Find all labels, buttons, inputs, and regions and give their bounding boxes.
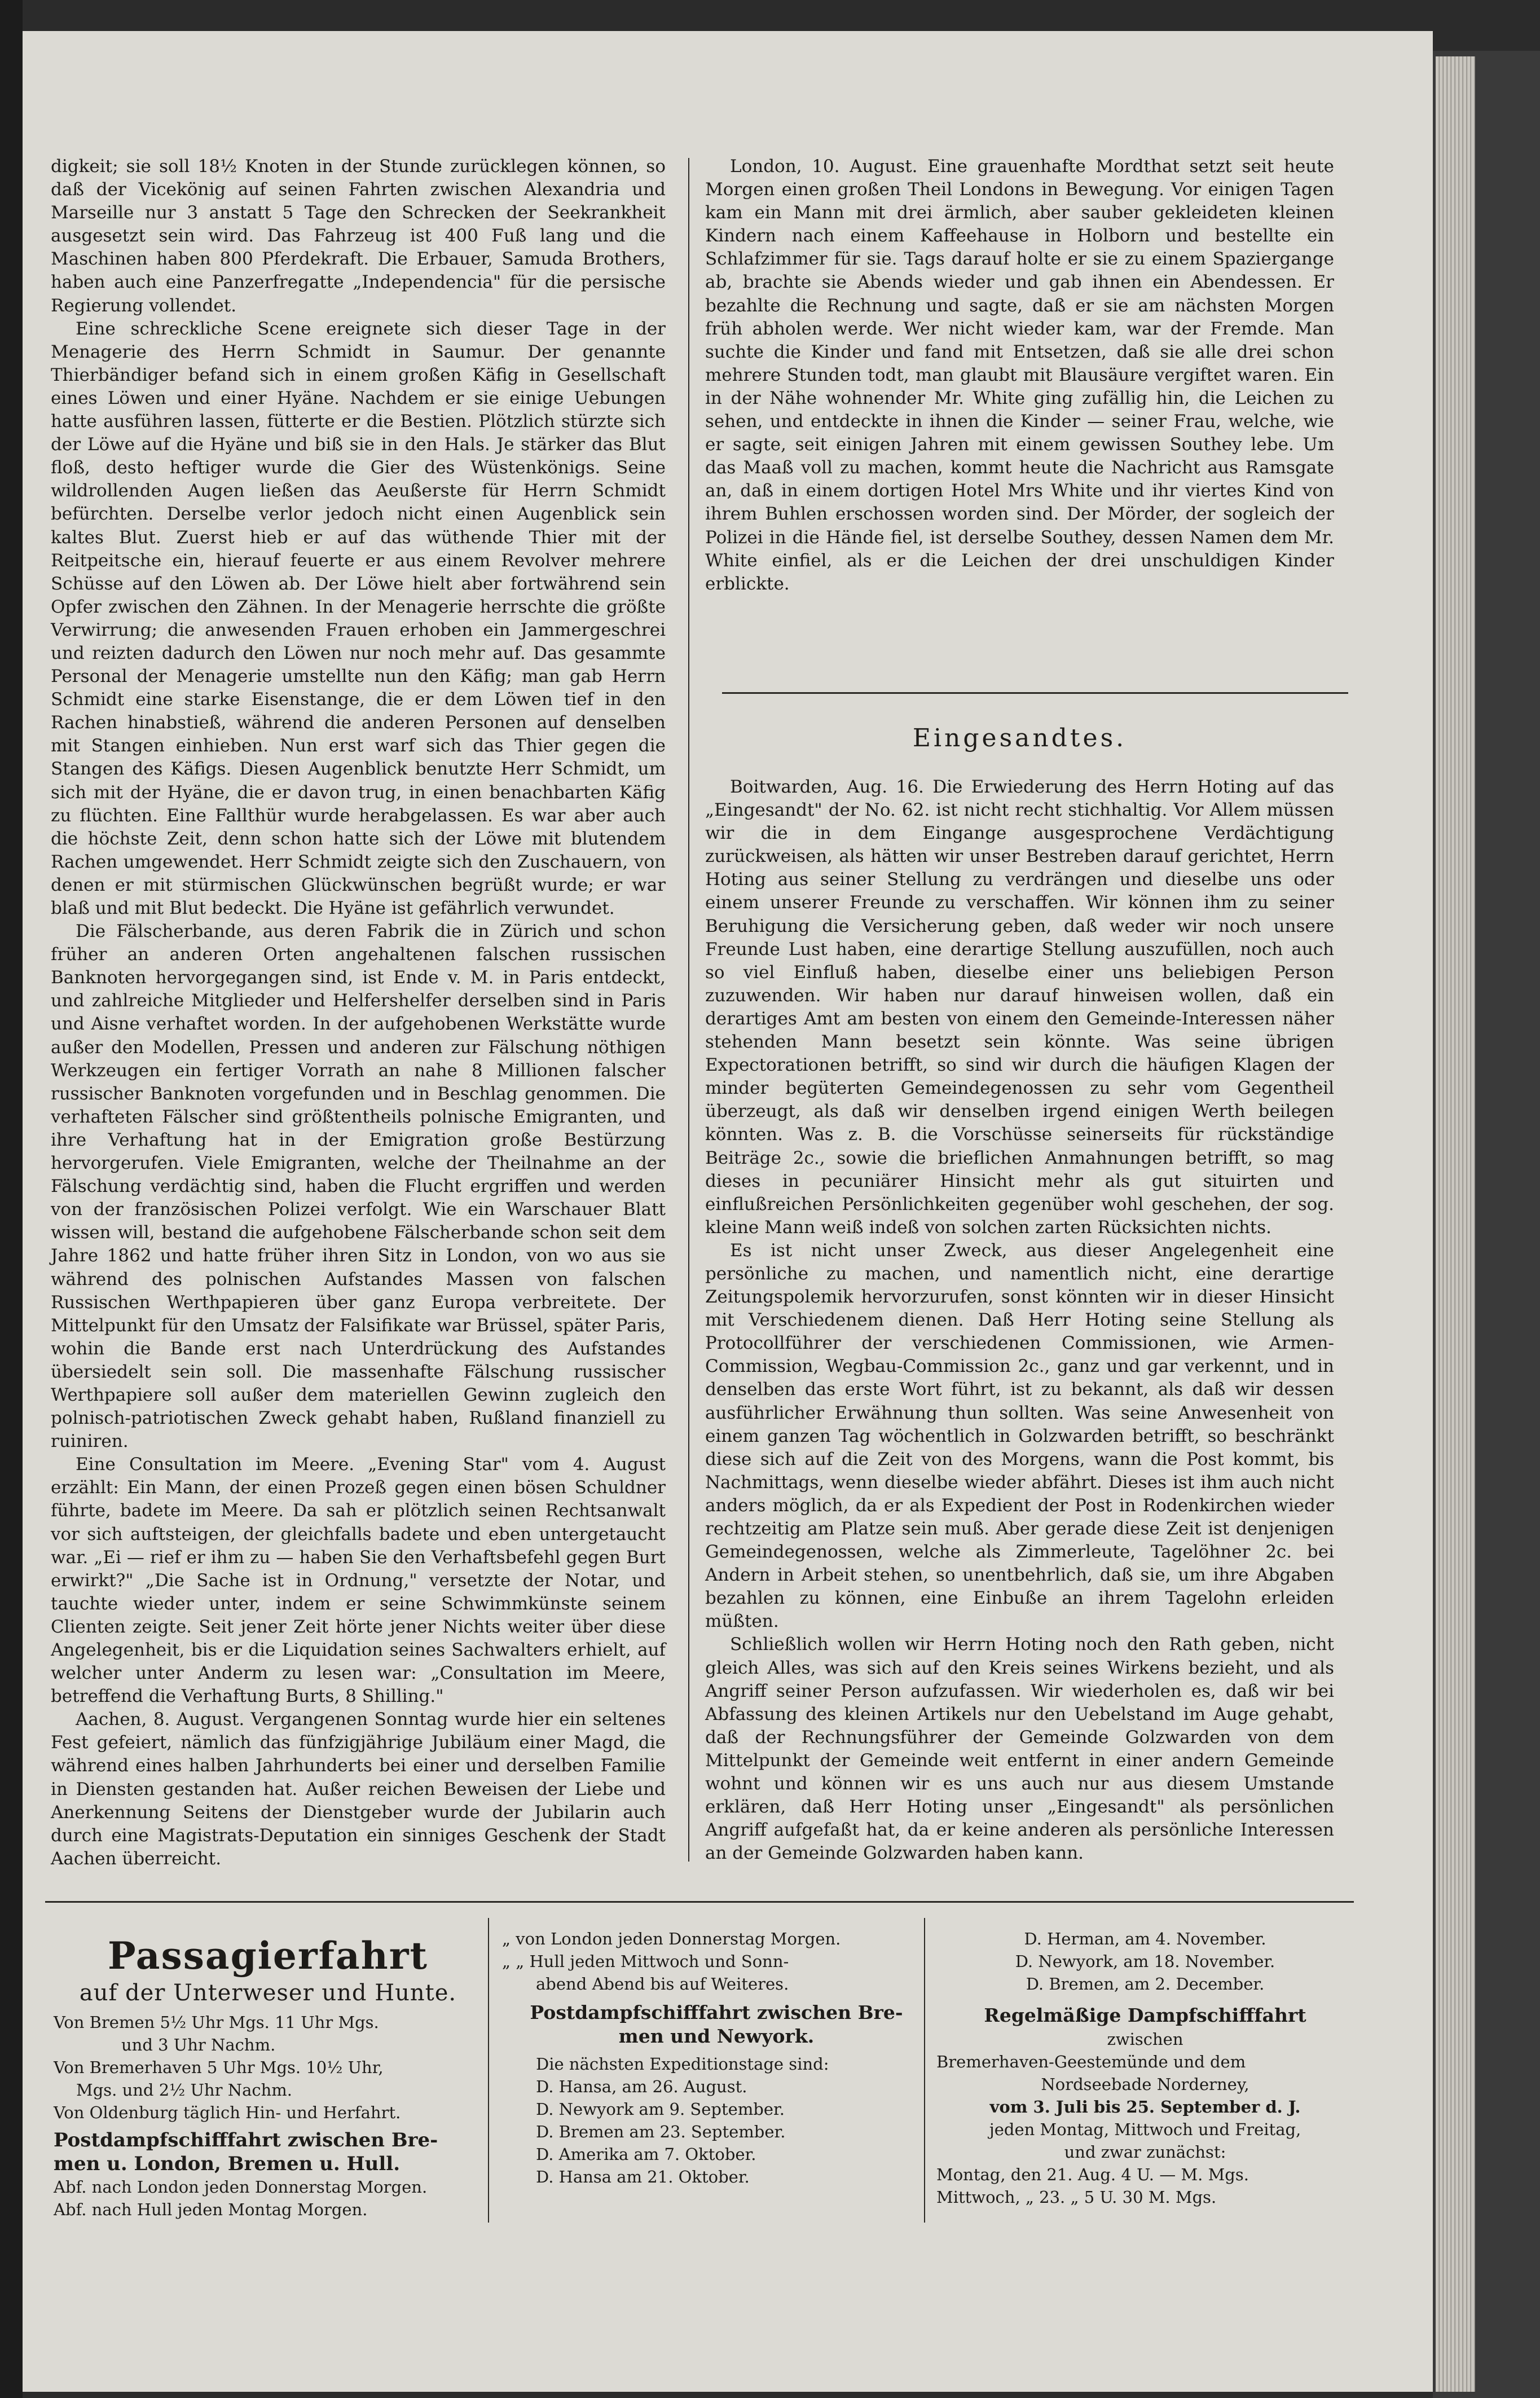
section-heading: Eingesandtes.: [912, 724, 1127, 753]
ad-heading: Postdampfschifffahrt zwischen Bre-: [530, 2001, 903, 2023]
article-paragraph: Aachen, 8. August. Vergangenen Sonntag wurde hier ein seltenes Fest gefeiert, nämlich das fünfzigjährige Jubiläum einer Magd, die während eines halben Jahrhunderts bei einer und derselben Familie in Diensten gestanden hat. Außer reichen Beweisen der Liebe und Anerkennung Seitens der Dienstgeber wurde der Jubilarin auch durch eine Magistrats-Deputation ein sinniges Geschenk der Stadt Aachen überreicht.: [51, 1709, 666, 1869]
ship-date: D. Newyork, am 18. November.: [1015, 1952, 1275, 1971]
ad-line: Abf. nach London jeden Donnerstag Morgen.: [54, 2177, 428, 2197]
column-divider: [688, 158, 689, 1862]
ad-line: Montag, den 21. Aug. 4 U. — M. Mgs.: [936, 2165, 1249, 2184]
ad-heading: Postdampfschifffahrt zwischen Bre-: [54, 2129, 438, 2151]
ad-postdampf-newyork: [502, 1928, 931, 2188]
ad-line: Abf. nach Hull jeden Montag Morgen.: [54, 2200, 368, 2219]
ad-line: Die nächsten Expeditionstage sind:: [536, 2054, 829, 2074]
advertisement-divider: [45, 1901, 1354, 1903]
ad-heading: men u. London, Bremen u. Hull.: [54, 2153, 401, 2175]
ad-line: Mittwoch, „ 23. „ 5 U. 30 M. Mgs.: [936, 2188, 1217, 2207]
ad-line: zwischen: [1107, 2030, 1183, 2049]
right-column: [705, 155, 1334, 596]
ad-line: Von Bremen 5½ Uhr Mgs. 11 Uhr Mgs.: [54, 2013, 379, 2032]
ship-date: D. Newyork am 9. September.: [536, 2100, 785, 2119]
ad-heading: men und Newyork.: [618, 2025, 815, 2047]
ad-line: vom 3. Juli bis 25. September d. J.: [989, 2097, 1301, 2117]
ad-line: jeden Montag, Mittwoch und Freitag,: [989, 2120, 1301, 2139]
ad-line: „ von London jeden Donnerstag Morgen.: [502, 1929, 841, 1948]
page-edges: [1436, 56, 1475, 2392]
newspaper-page: [23, 31, 1433, 2392]
ad-passagierfahrt: [54, 1933, 482, 2221]
ad-line: und zwar zunächst:: [1064, 2142, 1226, 2162]
letter-paragraph: Boitwarden, Aug. 16. Die Erwiederung des Herrn Hoting auf das „Eingesandt" der No. 62. ist nicht recht stichhaltig. Vor Allem müssen wir die in dem Eingange ausgesprochene Verdächtigung zurückweisen, als hätten wir unser Bestreben darauf gerichtet, Herrn Hoting aus seiner Stellung zu verdrängen und dieselbe uns oder einem unserer Freunde zu verschaffen. Wir können ihm zu seiner Beruhigung die Versicherung geben, daß weder wir noch unsere Freunde Lust haben, eine derartige Stellung auszufüllen, noch auch so viel Einfluß haben, dieselbe einer uns beliebigen Person zuzuwenden. Wir haben nur darauf hinweisen wollen, daß ein derartiges Amt am besten von einem den Gemeinde-Interessen näher stehenden Mann besetzt sein könnte. Was seine übrigen Expectorationen betrifft, so sind wir durch die häufigen Klagen der minder begüterten Gemeindegenossen zu sehr vom Gegentheil überzeugt, als daß wir denselben irgend einigen Werth beilegen könnten. Was z. B. die Vorschüsse seinerseits für rückständige Beiträge 2c., sowie die brieflichen Anmahnungen betrifft, so mag dieses in pecuniärer Hinsicht mehr als gut situirten und einflußreichen Persönlichkeiten gegenüber wohl geschehen, der sog. kleine Mann weiß indeß von solchen zarten Rücksichten nichts.: [705, 777, 1334, 1238]
article-paragraph: digkeit; sie soll 18½ Knoten in der Stunde zurücklegen können, so daß der Vicekönig auf seinen Fahrten zwischen Alexandria und Marseille nur 3 anstatt 5 Tage den Schrecken der Seekrankheit ausgesetzt sein wird. Das Fahrzeug ist 400 Fuß lang und die Maschinen haben 800 Pferdekraft. Die Erbauer, Samuda Brothers, haben auch eine Panzerfregatte „Independencia" für die persische Regierung vollendet.: [51, 156, 666, 316]
scan-edge-left: [0, 0, 23, 2398]
article-paragraph: Eine schreckliche Scene ereignete sich dieser Tage in der Menagerie des Herrn Schmidt in Saumur. Der genannte Thierbändiger befand sich in einem großen Käfig in Gesellschaft eines Löwen und einer Hyäne. Nachdem er sie einige Uebungen hatte ausführen lassen, fütterte er die Bestien. Plötzlich stürzte sich der Löwe auf die Hyäne und biß sie in den Hals. Je stärker das Blut floß, desto heftiger wurde die Gier des Wüstenkönigs. Seine wildrollenden Augen ließen das Aeußerste für Herrn Schmidt befürchten. Derselbe verlor jedoch nicht einen Augenblick sein kaltes Blut. Zuerst hieb er auf das wüthende Thier mit der Reitpeitsche ein, hierauf feuerte er aus einem Revolver mehrere Schüsse auf den Löwen ab. Der Löwe hielt aber fortwährend sein Opfer zwischen den Zähnen. In der Menagerie herrschte die größte Verwirrung; die anwesenden Frauen erhoben ein Jammergeschrei und reizten dadurch den Löwen nur noch mehr auf. Das gesammte Personal der Menagerie umstellte nun den Käfig; man gab Herrn Schmidt eine starke Eisenstange, die er dem Löwen tief in den Rachen hinabstieß, während die anderen Personen auf denselben mit Stangen einhieben. Nun erst warf sich das Thier gegen die Stangen des Käfigs. Diesen Augenblick benutzte Herr Schmidt, um sich mit der Hyäne, die er davon trug, in einen benachbarten Käfig zu flüchten. Eine Fallthür wurde herabgelassen. Es war aber auch die höchste Zeit, denn schon hatte sich der Löwe mit blutendem Rachen umgewendet. Herr Schmidt zeigte sich den Zuschauern, von denen er mit stürmischen Glückwünschen begrüßt wurde; er war blaß und mit Blut bedeckt. Die Hyäne ist gefährlich verwundet.: [51, 318, 666, 918]
ad-line: und 3 Uhr Nachm.: [121, 2035, 276, 2054]
left-column: [51, 155, 666, 1871]
ship-date: D. Hansa, am 26. August.: [536, 2077, 747, 2096]
ship-date: D. Bremen am 23. September.: [536, 2122, 786, 2141]
ad-line: Von Oldenburg täglich Hin- und Herfahrt.: [54, 2103, 401, 2122]
ad-line: Von Bremerhaven 5 Uhr Mgs. 10½ Uhr,: [54, 2058, 384, 2077]
letter-paragraph: Es ist nicht unser Zweck, aus dieser Angelegenheit eine persönliche zu machen, und namentlich nicht, eine derartige Zeitungspolemik hervorzurufen, sonst könnten wir in dieser Hinsicht mit Verschiedenem dienen. Daß Herr Hoting seine Stellung als Protocollführer der verschiedenen Commissionen, wie Armen-Commission, Wegbau-Commission 2c., ganz und gar verkennt, und in denselben das erste Wort führt, ist zu bekannt, als daß wir dessen ausführlicher Erwähnung thun sollten. Was seine Anwesenheit von einem ganzen Tag wöchentlich in Golzwarden betrifft, so beschränkt diese sich auf die Zeit von des Morgens, wann die Post kommt, bis Nachmittags, wenn dieselbe wieder abfährt. Dieses ist ihm auch nicht anders möglich, da er als Expedient der Post in Rodenkirchen wieder rechtzeitig am Platze sein muß. Aber gerade diese Zeit ist denjenigen Gemeindegenossen, welche als Zimmerleute, Tagelöhner 2c. bei Andern in Arbeit stehen, so unentbehrlich, daß sie, um ihre Abgaben bezahlen zu können, eine Einbuße an ihrem Tagelohn erleiden müßten.: [705, 1240, 1334, 1632]
ad-norderney: [936, 1928, 1354, 2208]
ad-title: Passagierfahrt: [107, 1934, 429, 1978]
ad-line: Mgs. und 2½ Uhr Nachm.: [76, 2080, 292, 2100]
ad-line: Nordseebade Norderney,: [1041, 2075, 1249, 2094]
ship-date: D. Bremen, am 2. December.: [1026, 1974, 1265, 1994]
article-paragraph: Eine Consultation im Meere. „Evening Star" vom 4. August erzählt: Ein Mann, der einen Prozeß gegen einen bösen Schuldner führte, badete im Meere. Da sah er plötzlich seinen Rechtsanwalt vor sich auftsteigen, der gleichfalls badete und eben untergetaucht war. „Ei — rief er ihm zu — haben Sie den Verhaftsbefehl gegen Burt erwirkt?" „Die Sache ist in Ordnung," versetzte der Notar, und tauchte wieder unter, indem er seine Schwimmkünste seinem Clienten zeigte. Seit jener Zeit hörte jener Nichts weiter über diese Angelegenheit, bis er die Liquidation seines Sachwalters erhielt, auf welcher unter Anderm zu lesen war: „Consultation im Meere, betreffend die Verhaftung Burts, 8 Shilling.": [51, 1454, 666, 1707]
ship-date: D. Hansa am 21. Oktober.: [536, 2167, 750, 2186]
ad-line: abend Abend bis auf Weiteres.: [536, 1974, 789, 1994]
section-divider: [722, 692, 1348, 694]
ship-date: D. Amerika am 7. Oktober.: [536, 2145, 756, 2164]
letter-paragraph: Schließlich wollen wir Herrn Hoting noch den Rath geben, nicht gleich Alles, was sich auf den Kreis seines Wirkens bezieht, und als Angriff seiner Person aufzufassen. Wir wiederholen es, daß wir bei Abfassung des kleinen Artikels nur den Uebelstand im Auge gehabt, daß der Rechnungsführer der Gemeinde Golzwarden von dem Mittelpunkt der Gemeinde weit entfernt in einer andern Gemeinde wohnt und können wir es uns auch nur aus diesem Umstande erklären, daß Herr Hoting unser „Eingesandt" als persönlichen Angriff aufgefaßt hat, da er keine anderen als persönliche Interessen an der Gemeinde Golzwarden haben kann.: [705, 1634, 1334, 1864]
article-paragraph: Die Fälscherbande, aus deren Fabrik die in Zürich und schon früher an anderen Orten angehaltenen falschen russischen Banknoten hervorgegangen sind, ist Ende v. M. in Paris entdeckt, und zahlreiche Mitglieder und Helfershelfer derselben sind in Paris und Aisne verhaftet worden. In der aufgehobenen Werkstätte wurde außer den Modellen, Pressen und anderen zur Fälschung nöthigen Werkzeugen ein fertiger Vorrath an nahe 8 Millionen falscher russischer Banknoten vorgefunden und in Beschlag genommen. Die verhafteten Fälscher sind größtentheils polnische Emigranten, und ihre Verhaftung hat in der Emigration große Bestürzung hervorgerufen. Viele Emigranten, welche der Theilnahme an der Fälschung verdächtig sind, haben die Flucht ergriffen und werden von der französischen Polizei verfolgt. Wie ein Warschauer Blatt wissen will, bestand die aufgehobene Fälscherbande schon seit dem Jahre 1862 und hatte früher ihren Sitz in London, von wo aus sie während des polnischen Aufstandes Massen von falschen Russischen Werthpapieren über ganz Europa verbreitete. Der Mittelpunkt für den Umsatz der Falsifikate war Brüssel, später Paris, wohin die Bande erst nach Unterdrückung des Aufstandes übersiedelt sein soll. Die massenhafte Fälschung russischer Werthpapiere soll außer dem materiellen Gewinn zugleich den polnisch-patriotischen Zweck gehabt haben, Rußland finanziell zu ruiniren.: [51, 921, 666, 1452]
ad-line: Bremerhaven-Geestemünde und dem: [936, 2052, 1246, 2071]
ship-date: D. Herman, am 4. November.: [1024, 1929, 1266, 1948]
ad-column-divider: [488, 1918, 489, 2223]
article-paragraph: London, 10. August. Eine grauenhafte Mordthat setzt seit heute Morgen einen großen Theil Londons in Bewegung. Vor einigen Tagen kam ein Mann mit drei ärmlich, aber sauber gekleideten kleinen Kindern nach einem Kaffeehause in Holborn und bestellte ein Schlafzimmer für sie. Tags darauf holte er sie zu einem Spaziergange ab, brachte sie Abends wieder und gab ihnen ein Abendessen. Er bezahlte die Rechnung und sagte, daß er sie am nächsten Morgen früh abholen werde. Wer nicht wieder kam, war der Fremde. Man suchte die Kinder und fand mit Entsetzen, daß sie alle drei schon mehrere Stunden todt, man glaubt mit Blausäure vergiftet waren. Ein in der Nähe wohnender Mr. White ging zufällig hin, die Leichen zu sehen, und entdeckte in ihnen die Kinder — seiner Frau, welche, wie er sagte, seit einigen Jahren mit einem gewissen Southey lebe. Um das Maaß voll zu machen, kommt heute die Nachricht aus Ramsgate an, daß in einem dortigen Hotel Mrs White und ihr viertes Kind von ihrem Buhlen erschossen worden sind. Der Mörder, der sogleich der Polizei in die Hände fiel, ist derselbe Southey, dessen Namen dem Mr. White einfiel, als er die Leichen der drei unschuldigen Kinder erblickte.: [705, 156, 1334, 594]
eingesandtes-body: [705, 776, 1334, 1865]
ad-line: „ „ Hull jeden Mittwoch und Sonn-: [502, 1952, 789, 1971]
ad-heading: Regelmäßige Dampfschifffahrt: [984, 2004, 1306, 2026]
ad-subtitle: auf der Unterweser und Hunte.: [79, 1980, 457, 2006]
